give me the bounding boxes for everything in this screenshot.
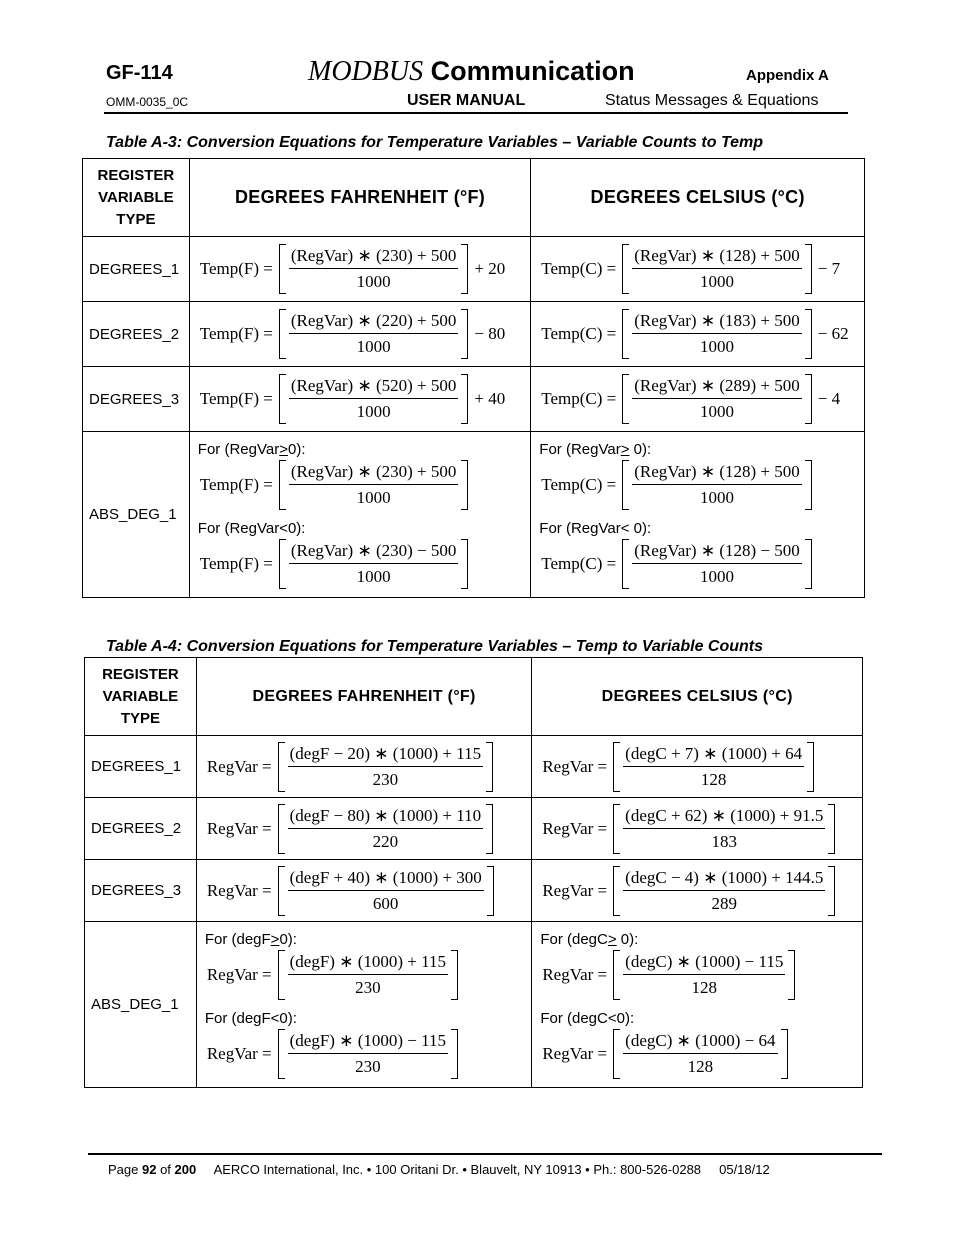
- fahrenheit-equation-cell: [196, 798, 532, 860]
- equation: [197, 866, 532, 916]
- col-header-celsius: DEGREES CELSIUS (°C): [532, 658, 863, 736]
- condition-text: For (degC: [540, 930, 608, 948]
- bracket: [278, 804, 493, 854]
- fahrenheit-equation-cell: [189, 302, 531, 367]
- register-type: DEGREES_3: [85, 860, 197, 922]
- fraction: [285, 742, 486, 792]
- bracket: [613, 866, 835, 916]
- header-line: REGISTER: [97, 166, 175, 184]
- equation: [531, 374, 864, 424]
- denominator: 128: [691, 977, 718, 997]
- equation: [531, 460, 864, 510]
- fraction: [620, 804, 828, 854]
- denominator: 1000: [356, 272, 391, 291]
- condition-text: 0):: [287, 440, 306, 458]
- equation-lhs: Temp(C) =: [541, 389, 617, 408]
- numerator: (degF) ∗ (1000) + 115: [288, 952, 448, 975]
- page-number: 92: [141, 1162, 157, 1177]
- manual-label: USER MANUAL: [407, 92, 526, 109]
- numerator: (degC − 4) ∗ (1000) + 144.5: [623, 868, 825, 891]
- register-type: DEGREES_1: [85, 736, 197, 798]
- col-header-register-type: [83, 159, 190, 237]
- celsius-equation-cell: [531, 237, 865, 302]
- condition-operator: >: [607, 930, 617, 948]
- bracket: [279, 539, 468, 589]
- table-row-abs: [83, 432, 865, 598]
- numerator: (RegVar) ∗ (128) − 500: [632, 541, 801, 564]
- bracket: [278, 866, 494, 916]
- bracket: [279, 460, 468, 510]
- denominator: 1000: [356, 337, 391, 356]
- bracket: [622, 539, 811, 589]
- denominator: 1000: [700, 487, 734, 507]
- equation-lhs: RegVar =: [542, 1043, 608, 1063]
- bracket: [622, 460, 811, 510]
- page-label: Page: [108, 1162, 142, 1177]
- numerator: (RegVar) ∗ (220) + 500: [289, 311, 458, 334]
- fahrenheit-equation-cell: [189, 432, 531, 598]
- condition-text: For (degF: [204, 930, 271, 948]
- equation-lhs: Temp(F) =: [199, 389, 273, 408]
- condition-label: [531, 441, 864, 458]
- denominator: 1000: [700, 272, 734, 291]
- page-of: of: [156, 1162, 175, 1177]
- denominator: 1000: [356, 487, 391, 507]
- equation: [531, 309, 864, 359]
- equation: [532, 804, 862, 854]
- condition-block: [190, 520, 531, 589]
- equation: [532, 866, 862, 916]
- fraction: [629, 309, 804, 359]
- condition-operator: >: [620, 440, 630, 458]
- bracket: [278, 1029, 458, 1079]
- table-a4-caption: Table A-4: Conversion Equations for Temperature Variables – Temp to Variable Counts: [106, 638, 764, 655]
- equation-offset: − 80: [474, 324, 506, 343]
- celsius-equation-cell: [531, 367, 865, 432]
- equation-lhs: RegVar =: [542, 818, 608, 838]
- denominator: 289: [711, 893, 737, 913]
- condition-text: 0):: [629, 440, 652, 458]
- fraction: [286, 374, 461, 424]
- fraction: [620, 950, 788, 1000]
- bracket: [613, 804, 835, 854]
- fraction: [286, 244, 461, 294]
- equation-lhs: RegVar =: [542, 756, 608, 776]
- col-header-fahrenheit: DEGREES FAHRENHEIT (°F): [189, 159, 531, 237]
- table-row: [83, 237, 865, 302]
- condition-text: 0):: [279, 930, 297, 948]
- company-info: AERCO International, Inc. • 100 Oritani Dr. • Blauvelt, NY 10913 • Ph.: 800-526-0288: [213, 1162, 702, 1177]
- fahrenheit-equation-cell: [196, 922, 532, 1088]
- fraction: [629, 539, 804, 589]
- condition-label: For (RegVar<0):: [197, 519, 306, 537]
- numerator: (RegVar) ∗ (230) + 500: [289, 462, 458, 485]
- fahrenheit-equation-cell: [196, 860, 532, 922]
- celsius-equation-cell: [532, 860, 863, 922]
- fraction: [285, 950, 451, 1000]
- fraction: [620, 866, 828, 916]
- table-a3-caption: Table A-3: Conversion Equations for Temperature Variables – Variable Counts to Temp: [106, 134, 764, 151]
- fraction: [286, 539, 461, 589]
- equation-lhs: Temp(C) =: [541, 553, 617, 573]
- equation-lhs: RegVar =: [206, 1043, 272, 1063]
- register-type: ABS_DEG_1: [85, 922, 197, 1088]
- appendix-label: Appendix A: [746, 67, 829, 84]
- equation-offset: − 4: [817, 389, 841, 408]
- denominator: 230: [355, 977, 381, 997]
- equation: [190, 374, 531, 424]
- numerator: (degF) ∗ (1000) − 115: [288, 1031, 448, 1054]
- numerator: (degF − 80) ∗ (1000) + 110: [288, 806, 483, 829]
- numerator: (degF + 40) ∗ (1000) + 300: [288, 868, 484, 891]
- header-line: REGISTER: [102, 665, 179, 683]
- fraction: [629, 374, 804, 424]
- table-row: [85, 860, 863, 922]
- condition-operator: >: [270, 930, 280, 948]
- equation: [197, 804, 532, 854]
- celsius-equation-cell: [531, 302, 865, 367]
- equation-lhs: Temp(F) =: [199, 259, 273, 278]
- table-row: [85, 798, 863, 860]
- register-type: DEGREES_2: [83, 302, 190, 367]
- bracket: [622, 309, 811, 359]
- bracket: [279, 374, 468, 424]
- equation-lhs: RegVar =: [206, 880, 272, 900]
- bracket: [613, 950, 795, 1000]
- equation-lhs: Temp(C) =: [541, 324, 617, 343]
- model-name: GF-114: [106, 62, 173, 84]
- fraction: [629, 244, 804, 294]
- bracket: [278, 742, 493, 792]
- numerator: (RegVar) ∗ (183) + 500: [632, 311, 801, 334]
- equation: [197, 742, 532, 792]
- numerator: (degC + 7) ∗ (1000) + 64: [623, 744, 804, 767]
- page-total: 200: [174, 1162, 197, 1177]
- fraction: [286, 309, 461, 359]
- numerator: (RegVar) ∗ (128) + 500: [632, 462, 801, 485]
- table-row: [85, 736, 863, 798]
- register-type: ABS_DEG_1: [83, 432, 190, 598]
- fraction: [620, 742, 807, 792]
- celsius-equation-cell: [531, 432, 865, 598]
- condition-label: [532, 931, 862, 948]
- numerator: (degF − 20) ∗ (1000) + 115: [288, 744, 483, 767]
- denominator: 230: [372, 769, 399, 789]
- equation-offset: − 62: [817, 324, 849, 343]
- table-a4: [84, 657, 863, 1088]
- equation-lhs: RegVar =: [206, 818, 272, 838]
- denominator: 1000: [356, 402, 391, 421]
- document-title: [308, 56, 635, 88]
- numerator: (RegVar) ∗ (128) + 500: [632, 246, 801, 269]
- register-type: DEGREES_2: [85, 798, 197, 860]
- denominator: 1000: [356, 566, 391, 586]
- fraction: [286, 460, 461, 510]
- equation: [190, 244, 531, 294]
- equation-lhs: Temp(C) =: [541, 259, 617, 278]
- equation: [531, 539, 864, 589]
- bracket: [278, 950, 458, 1000]
- condition-text: For (RegVar: [197, 440, 280, 458]
- table-row-abs: [85, 922, 863, 1088]
- denominator: 1000: [700, 337, 734, 356]
- col-header-register-type: [85, 658, 197, 736]
- register-type: DEGREES_3: [83, 367, 190, 432]
- fraction: [285, 866, 487, 916]
- fraction: [285, 1029, 451, 1079]
- equation: [532, 742, 862, 792]
- condition-label: [197, 931, 532, 948]
- equation-lhs: RegVar =: [542, 964, 608, 984]
- bracket: [279, 244, 468, 294]
- numerator: (RegVar) ∗ (289) + 500: [632, 376, 801, 399]
- equation-offset: − 7: [817, 259, 841, 278]
- equation-lhs: RegVar =: [206, 756, 272, 776]
- title-communication: Communication: [423, 56, 635, 86]
- condition-label: For (degC<0):: [540, 1009, 635, 1027]
- numerator: (RegVar) ∗ (230) − 500: [289, 541, 458, 564]
- equation: [532, 950, 862, 1000]
- celsius-equation-cell: [532, 798, 863, 860]
- col-header-fahrenheit: DEGREES FAHRENHEIT (°F): [196, 658, 532, 736]
- equation: [531, 244, 864, 294]
- condition-label: For (degF<0):: [204, 1009, 297, 1027]
- page-footer: [108, 1162, 770, 1177]
- celsius-equation-cell: [532, 922, 863, 1088]
- numerator: (degC) ∗ (1000) − 115: [623, 952, 785, 975]
- header-line: TYPE: [120, 709, 160, 727]
- header-line: VARIABLE: [102, 687, 179, 705]
- bracket: [613, 1029, 787, 1079]
- denominator: 128: [687, 1056, 714, 1076]
- register-type: DEGREES_1: [83, 237, 190, 302]
- condition-block: [190, 441, 531, 510]
- bracket: [613, 742, 814, 792]
- condition-text: 0):: [616, 930, 639, 948]
- equation: [197, 950, 532, 1000]
- denominator: 183: [711, 831, 737, 851]
- condition-label: [190, 441, 531, 458]
- condition-block: [197, 1010, 532, 1079]
- bracket: [622, 374, 811, 424]
- equation-lhs: RegVar =: [542, 880, 608, 900]
- denominator: 128: [700, 769, 727, 789]
- condition-block: [531, 441, 864, 510]
- fahrenheit-equation-cell: [196, 736, 532, 798]
- fahrenheit-equation-cell: [189, 367, 531, 432]
- equation-lhs: Temp(F) =: [199, 553, 273, 573]
- table-a3: [82, 158, 865, 598]
- denominator: 230: [355, 1056, 381, 1076]
- doc-number: OMM-0035_0C: [106, 95, 189, 109]
- section-title: Status Messages & Equations: [605, 92, 819, 109]
- condition-block: [532, 931, 862, 1000]
- equation-offset: + 20: [474, 259, 506, 278]
- table-row: [83, 367, 865, 432]
- denominator: 1000: [700, 402, 734, 421]
- equation-lhs: Temp(F) =: [199, 474, 273, 494]
- equation: [190, 460, 531, 510]
- equation-offset: + 40: [474, 389, 506, 408]
- numerator: (degC + 62) ∗ (1000) + 91.5: [623, 806, 825, 829]
- condition-block: [531, 520, 864, 589]
- denominator: 220: [372, 831, 399, 851]
- equation: [190, 309, 531, 359]
- footer-rule: [88, 1153, 882, 1155]
- numerator: (degC) ∗ (1000) − 64: [623, 1031, 777, 1054]
- table-row: [83, 302, 865, 367]
- equation-lhs: Temp(C) =: [541, 474, 617, 494]
- numerator: (RegVar) ∗ (520) + 500: [289, 376, 458, 399]
- title-modbus: MODBUS: [308, 56, 424, 87]
- fraction: [629, 460, 804, 510]
- equation: [190, 539, 531, 589]
- condition-block: [197, 931, 532, 1000]
- equation-lhs: Temp(F) =: [199, 324, 273, 343]
- bracket: [279, 309, 468, 359]
- fraction: [620, 1029, 780, 1079]
- condition-text: For (RegVar: [539, 440, 621, 458]
- fraction: [285, 804, 486, 854]
- denominator: 600: [372, 893, 399, 913]
- condition-block: [532, 1010, 862, 1079]
- equation: [197, 1029, 532, 1079]
- equation-lhs: RegVar =: [206, 964, 272, 984]
- col-header-celsius: DEGREES CELSIUS (°C): [531, 159, 865, 237]
- fahrenheit-equation-cell: [189, 237, 531, 302]
- footer-date: 05/18/12: [719, 1162, 770, 1177]
- celsius-equation-cell: [532, 736, 863, 798]
- numerator: (RegVar) ∗ (230) + 500: [289, 246, 458, 269]
- header-rule: [104, 112, 848, 114]
- header-line: TYPE: [116, 210, 156, 228]
- condition-label: For (RegVar< 0):: [539, 519, 652, 537]
- header-line: VARIABLE: [98, 188, 174, 206]
- bracket: [622, 244, 811, 294]
- condition-operator: >: [279, 440, 288, 458]
- denominator: 1000: [700, 566, 734, 586]
- equation: [532, 1029, 862, 1079]
